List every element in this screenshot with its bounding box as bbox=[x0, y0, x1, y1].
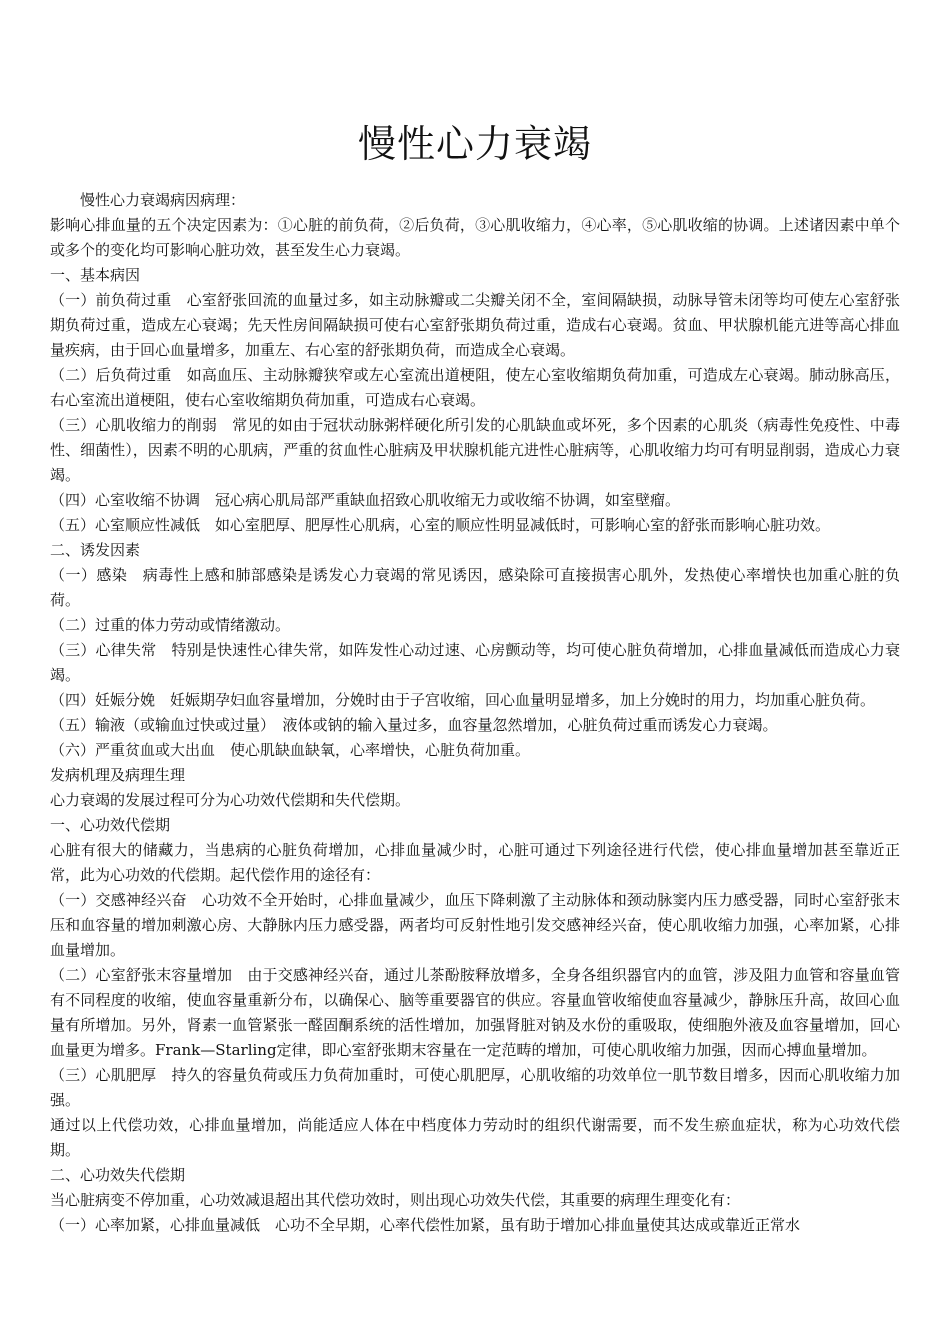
paragraph: （一）交感神经兴奋 心功效不全开始时，心排血量减少，血压下降刺激了主动脉体和颈动脉窦内压力感受器，同时心室舒张末压和血容量的增加刺激心房、大静脉内压力感受器，两者均可反射性地引发交感神经兴奋，使心肌收缩力加强，心率加紧，心排血量增加。 bbox=[50, 891, 900, 959]
document-title: 慢性心力衰竭 bbox=[357, 122, 592, 166]
section-heading: 二、心功效失代偿期 bbox=[50, 1166, 186, 1184]
paragraph: （二）后负荷过重 如高血压、主动脉瓣狭窄或左心室流出道梗阻，使左心室收缩期负荷加重，可造成左心衰竭。肺动脉高压，右心室流出道梗阻，使右心室收缩期负荷加重，可造成右心衰竭。 bbox=[50, 366, 900, 409]
paragraph: （二）心室舒张末容量增加 由于交感神经兴奋，通过儿茶酚胺释放增多，全身各组织器官内的血管，涉及阻力血管和容量血管有不同程度的收缩，使血容量重新分布，以确保心、脑等重要器官的供应。容量血管收缩使血容量减少，静脉压升高，故回心血量有所增加。另外，肾素一血管紧张一醛固酮系统的活性增加，加强肾脏对钠及水份的重吸取，使细胞外液及血容量增加，回心血量更为增多。Frank—Starling定律，即心室舒张期末容量在一定范畴的增加，可使心肌收缩力加强，因而心搏血量增加。 bbox=[50, 966, 900, 1059]
paragraph: 通过以上代偿功效，心排血量增加，尚能适应人体在中档度体力劳动时的组织代谢需要，而不发生瘀血症状，称为心功效代偿期。 bbox=[50, 1116, 900, 1159]
section-heading: 二、诱发因素 bbox=[50, 541, 141, 559]
paragraph: （二）过重的体力劳动或情绪激动。 bbox=[50, 616, 291, 634]
paragraph: （四）妊娠分娩 妊娠期孕妇血容量增加，分娩时由于子宫收缩，回心血量明显增多，加上分娩时的用力，均加重心脏负荷。 bbox=[50, 691, 876, 709]
paragraph: 心脏有很大的储藏力，当患病的心脏负荷增加，心排血量减少时，心脏可通过下列途径进行代偿，使心排血量增加甚至靠近正常，此为心功效的代偿期。起代偿作用的途径有： bbox=[50, 841, 900, 884]
paragraph: （一）心率加紧，心排血量减低 心功不全早期，心率代偿性加紧，虽有助于增加心排血量使其达成或靠近正常水 bbox=[50, 1216, 801, 1234]
paragraph: （五）心室顺应性减低 如心室肥厚、肥厚性心肌病，心室的顺应性明显减低时，可影响心室的舒张而影响心脏功效。 bbox=[50, 516, 831, 534]
paragraph: （六）严重贫血或大出血 使心肌缺血缺氧，心率增快，心脏负荷加重。 bbox=[50, 741, 531, 759]
paragraph: （三）心肌收缩力的削弱 常见的如由于冠状动脉粥样硬化所引发的心肌缺血或坏死，多个因素的心肌炎（病毒性免疫性、中毒性、细菌性），因素不明的心肌病，严重的贫血性心脏病及甲状腺机能亢进性心脏病等，心肌收缩力均可有明显削弱，造成心力衰竭。 bbox=[50, 416, 900, 484]
paragraph: 慢性心力衰竭病因病理： bbox=[80, 191, 246, 209]
paragraph: （四）心室收缩不协调 冠心病心肌局部严重缺血招致心肌收缩无力或收缩不协调，如室壁瘤。 bbox=[50, 491, 681, 509]
section-heading: 发病机理及病理生理 bbox=[50, 766, 186, 784]
section-heading: 一、心功效代偿期 bbox=[50, 816, 171, 834]
paragraph: （五）输液（或输血过快或过量） 液体或钠的输入量过多，血容量忽然增加，心脏负荷过重而诱发心力衰竭。 bbox=[50, 716, 778, 734]
paragraph: 心力衰竭的发展过程可分为心功效代偿期和失代偿期。 bbox=[50, 791, 411, 809]
paragraph: （三）心律失常 特别是快速性心律失常，如阵发性心动过速、心房颤动等，均可使心脏负荷增加，心排血量减低而造成心力衰竭。 bbox=[50, 641, 900, 684]
paragraph: （一）感染 病毒性上感和肺部感染是诱发心力衰竭的常见诱因，感染除可直接损害心肌外，发热使心率增快也加重心脏的负荷。 bbox=[50, 566, 900, 609]
document-body bbox=[50, 188, 900, 1238]
paragraph: （一）前负荷过重 心室舒张回流的血量过多，如主动脉瓣或二尖瓣关闭不全，室间隔缺损，动脉导管未闭等均可使左心室舒张期负荷过重，造成左心衰竭；先天性房间隔缺损可使右心室舒张期负荷过重，造成右心衰竭。贫血、甲状腺机能亢进等高心排血量疾病，由于回心血量增多，加重左、右心室的舒张期负荷，而造成全心衰竭。 bbox=[50, 291, 900, 359]
paragraph: 影响心排血量的五个决定因素为：①心脏的前负荷，②后负荷，③心肌收缩力，④心率，⑤心肌收缩的协调。上述诸因素中单个或多个的变化均可影响心脏功效，甚至发生心力衰竭。 bbox=[50, 216, 900, 259]
paragraph: 当心脏病变不停加重，心功效减退超出其代偿功效时，则出现心功效失代偿，其重要的病理生理变化有： bbox=[50, 1191, 741, 1209]
paragraph: （三）心肌肥厚 持久的容量负荷或压力负荷加重时，可使心肌肥厚，心肌收缩的功效单位一肌节数目增多，因而心肌收缩力加强。 bbox=[50, 1066, 900, 1109]
section-heading: 一、基本病因 bbox=[50, 266, 141, 284]
